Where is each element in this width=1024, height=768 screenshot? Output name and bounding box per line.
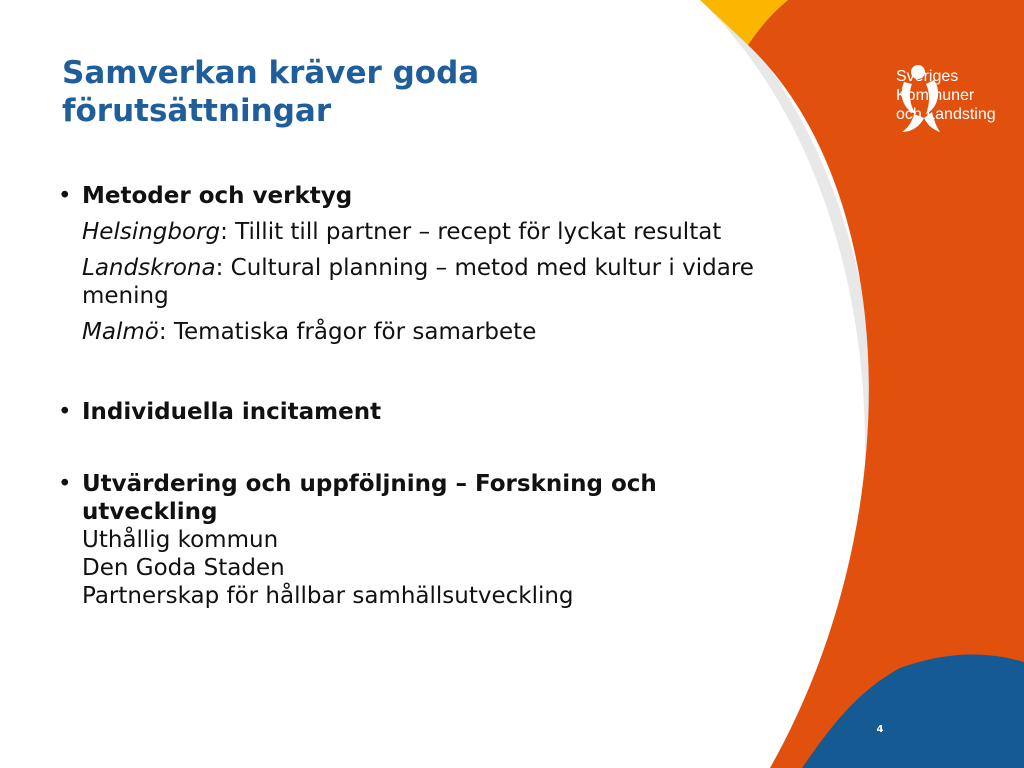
bullet-item	[58, 398, 758, 426]
sub-item	[82, 318, 758, 346]
city-name: Helsingborg	[82, 219, 221, 245]
logo-text	[896, 67, 1020, 124]
sub-item	[82, 254, 758, 310]
sub-item-text: : Cultural planning – metod med kultur i vidare mening	[82, 255, 754, 309]
bullet-list	[58, 182, 758, 610]
bullet-line: Den Goda Staden	[82, 555, 285, 581]
sub-item-text: : Tillit till partner – recept för lyckat resultat	[220, 219, 722, 245]
city-name: Landskrona	[82, 255, 216, 281]
slide-title: Samverkan kräver goda förutsättningar	[62, 55, 480, 129]
bullet-line: Partnerskap för hållbar samhällsutveckling	[82, 583, 574, 609]
logo-line: Kommuner	[896, 87, 975, 104]
logo-line: och Landsting	[896, 106, 996, 123]
logo-line: Sveriges	[896, 68, 959, 85]
bullet-item	[58, 182, 758, 346]
sub-item	[82, 218, 758, 246]
bullet-heading: • Metoder och verktyg	[82, 183, 353, 209]
bullet-heading: • Utvärdering och uppföljning – Forskning och utveckling	[82, 471, 657, 525]
page-number: 4	[876, 724, 884, 735]
bullet-line: Uthållig kommun	[82, 527, 279, 553]
city-name: Malmö	[82, 319, 159, 345]
bullet-item	[58, 470, 758, 610]
sub-item-text: : Tematiska frågor för samarbete	[158, 319, 537, 345]
bullet-heading: • Individuella incitament	[82, 399, 382, 425]
